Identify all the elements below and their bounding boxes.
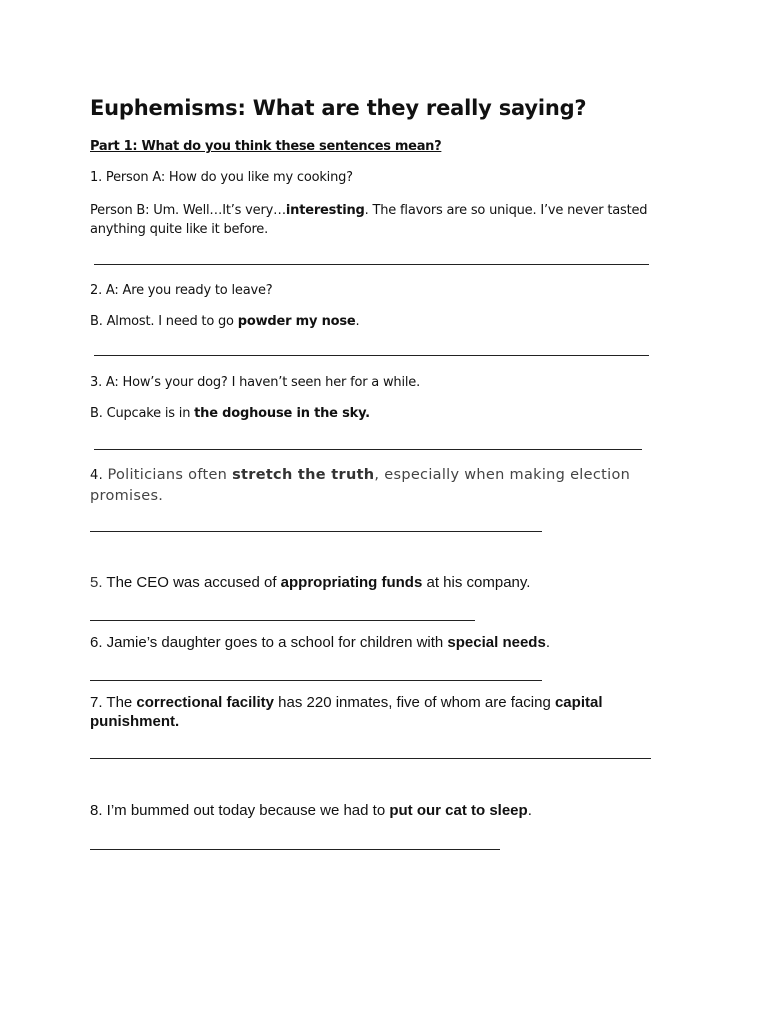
q4-text: Politicians often — [107, 467, 233, 483]
q4-sentence — [90, 465, 680, 506]
q6-euphemism: special needs — [447, 634, 546, 651]
q3-answer-line[interactable] — [94, 449, 642, 450]
q4-euphemism: stretch the truth — [232, 467, 375, 483]
q3-b-text: B. Cupcake is in — [90, 406, 195, 421]
q4-answer-line[interactable] — [90, 531, 542, 532]
q7-sentence — [90, 693, 650, 731]
q5-number: 5. — [90, 574, 103, 591]
q1-b-text-end: . The flavors are so unique. I’ve never tasted anything quite like it before. — [90, 203, 648, 237]
worksheet-title: Euphemisms: What are they really saying? — [90, 96, 587, 120]
q7-text-mid: has 220 inmates, five of whom are facing — [273, 694, 555, 711]
q2-euphemism: powder my nose — [237, 314, 356, 329]
q6-answer-line[interactable] — [90, 680, 542, 681]
q5-sentence — [90, 574, 530, 591]
q7-euphemism-2: capital punishment. — [90, 694, 603, 730]
q4-number: 4. — [90, 468, 108, 483]
q5-text-end: at his company. — [422, 574, 531, 591]
q1-answer-line[interactable] — [94, 264, 649, 265]
q6-text-end: . — [545, 634, 550, 651]
q7-answer-line[interactable] — [90, 758, 651, 759]
q1-euphemism: interesting — [285, 203, 365, 218]
q2-b-text: B. Almost. I need to go — [90, 314, 238, 329]
q3-line-b — [90, 406, 370, 421]
q6-text: 6. Jamie’s daughter goes to a school for children with — [90, 634, 448, 651]
q5-answer-line[interactable] — [90, 620, 475, 621]
q7-text: 7. The — [90, 694, 137, 711]
q1-b-text: Person B: Um. Well…It’s very… — [90, 203, 286, 218]
q1-line-b — [90, 201, 690, 239]
q4-text-end: , especially when making election promises. — [90, 467, 631, 504]
q8-euphemism: put our cat to sleep — [389, 802, 528, 819]
q2-line-a: 2. A: Are you ready to leave? — [90, 283, 273, 298]
q1-line-a: 1. Person A: How do you like my cooking? — [90, 170, 353, 185]
q8-text: 8. I’m bummed out today because we had to — [90, 802, 390, 819]
q7-euphemism-1: correctional facility — [136, 694, 274, 711]
part1-heading: Part 1: What do you think these sentences mean? — [90, 139, 442, 154]
q2-answer-line[interactable] — [94, 355, 649, 356]
q3-euphemism: the doghouse in the sky. — [194, 406, 370, 421]
q6-sentence — [90, 634, 550, 651]
q8-sentence — [90, 802, 532, 819]
q8-text-end: . — [527, 802, 532, 819]
q2-line-b — [90, 314, 359, 329]
q2-b-text-end: . — [355, 314, 360, 329]
q5-text: The CEO was accused of — [102, 574, 281, 591]
q5-euphemism: appropriating funds — [280, 574, 423, 591]
q3-line-a: 3. A: How’s your dog? I haven’t seen her for a while. — [90, 375, 421, 390]
q8-answer-line[interactable] — [90, 849, 500, 850]
